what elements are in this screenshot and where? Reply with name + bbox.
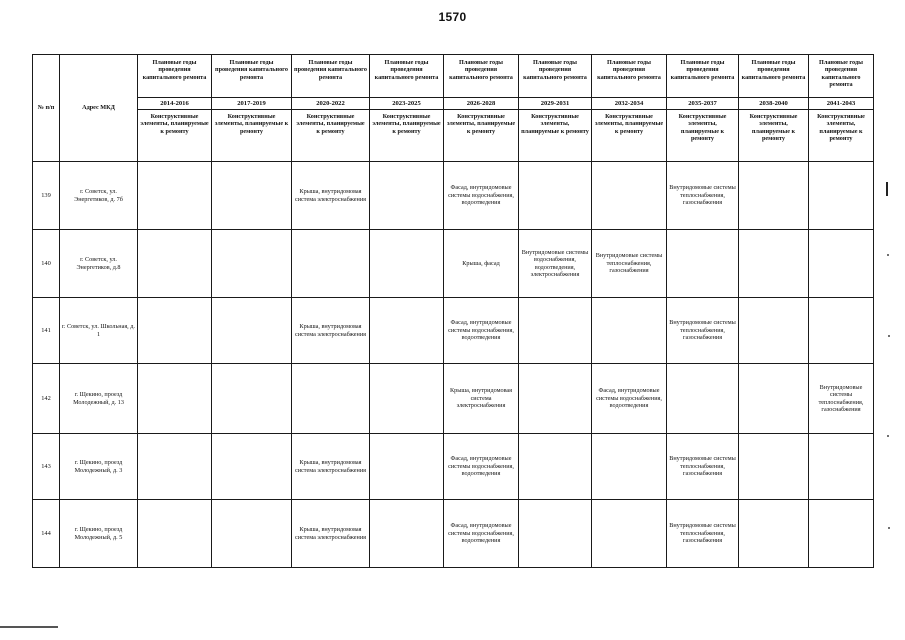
work-cell bbox=[138, 298, 212, 364]
header-elements-label: Конструктивные элементы, планируемые к ремонту bbox=[138, 110, 212, 162]
row-number: 142 bbox=[33, 364, 60, 434]
row-address: г. Щекино, проезд Молодежный, д. 13 bbox=[60, 364, 138, 434]
header-years-row bbox=[33, 98, 874, 110]
work-cell bbox=[519, 298, 592, 364]
header-period: 2017-2019 bbox=[212, 98, 292, 110]
work-cell: Крыша, внутридомовая система электроснабжения bbox=[292, 434, 370, 500]
work-cell bbox=[138, 230, 212, 298]
page-number: 1570 bbox=[438, 10, 467, 24]
work-cell: Внутридомовые системы теплоснабжения, газоснабжения bbox=[667, 298, 739, 364]
header-num: № п/п bbox=[33, 55, 60, 162]
work-cell bbox=[809, 434, 874, 500]
work-cell bbox=[519, 162, 592, 230]
header-period: 2032-2034 bbox=[592, 98, 667, 110]
header-elements-label: Конструктивные элементы, планируемые к ремонту bbox=[519, 110, 592, 162]
work-cell bbox=[212, 298, 292, 364]
table-row bbox=[33, 230, 874, 298]
work-cell: Фасад, внутридомовые системы водоснабжения, водоотведения bbox=[444, 162, 519, 230]
header-groups-row bbox=[33, 55, 874, 98]
row-number: 140 bbox=[33, 230, 60, 298]
work-cell: Фасад, внутридомовые системы водоснабжения, водоотведения bbox=[444, 434, 519, 500]
work-cell: Крыша, фасад bbox=[444, 230, 519, 298]
row-number: 141 bbox=[33, 298, 60, 364]
header-elements-label: Конструктивные элементы, планируемые к ремонту bbox=[667, 110, 739, 162]
header-period: 2014-2016 bbox=[138, 98, 212, 110]
scan-artifact bbox=[887, 435, 889, 437]
work-cell bbox=[212, 230, 292, 298]
work-cell bbox=[667, 364, 739, 434]
work-cell: Фасад, внутридомовые системы водоснабжения, водоотведения bbox=[444, 298, 519, 364]
row-number: 143 bbox=[33, 434, 60, 500]
work-cell bbox=[739, 500, 809, 568]
row-number: 144 bbox=[33, 500, 60, 568]
table-row bbox=[33, 434, 874, 500]
header-address: Адрес МКД bbox=[60, 55, 138, 162]
header-elements-label: Конструктивные элементы, планируемые к ремонту bbox=[739, 110, 809, 162]
header-group-label: Плановые годы проведения капитального ремонта bbox=[444, 55, 519, 98]
header-period: 2038-2040 bbox=[739, 98, 809, 110]
work-cell bbox=[519, 364, 592, 434]
header-elements-label: Конструктивные элементы, планируемые к ремонту bbox=[592, 110, 667, 162]
header-group-label: Плановые годы проведения капитального ремонта bbox=[592, 55, 667, 98]
table-row bbox=[33, 500, 874, 568]
work-cell: Фасад, внутридомовые системы водоснабжения, водоотведения bbox=[444, 500, 519, 568]
work-cell: Внутридомовые системы теплоснабжения, газоснабжения bbox=[592, 230, 667, 298]
work-cell bbox=[212, 162, 292, 230]
work-cell bbox=[519, 500, 592, 568]
header-group-label: Плановые годы проведения капитального ремонта bbox=[519, 55, 592, 98]
work-cell bbox=[739, 230, 809, 298]
work-cell: Внутридомовые системы теплоснабжения, газоснабжения bbox=[667, 162, 739, 230]
header-period: 2041-2043 bbox=[809, 98, 874, 110]
work-cell bbox=[138, 500, 212, 568]
header-group-label: Плановые годы проведения капитального ремонта bbox=[138, 55, 212, 98]
row-number: 139 bbox=[33, 162, 60, 230]
capital-repair-plan-table bbox=[32, 54, 874, 568]
header-group-label: Плановые годы проведения капитального ремонта bbox=[739, 55, 809, 98]
header-period: 2026-2028 bbox=[444, 98, 519, 110]
header-period: 2020-2022 bbox=[292, 98, 370, 110]
work-cell bbox=[292, 230, 370, 298]
table-row bbox=[33, 162, 874, 230]
work-cell: Фасад, внутридомовые системы водоснабжения, водоотведения bbox=[592, 364, 667, 434]
work-cell: Внутридомовые системы водоснабжения, водоотведения, электроснабжения bbox=[519, 230, 592, 298]
header-elements-label: Конструктивные элементы, планируемые к ремонту bbox=[370, 110, 444, 162]
row-address: г. Щекино, проезд Молодежный, д. 5 bbox=[60, 500, 138, 568]
work-cell bbox=[370, 162, 444, 230]
work-cell: Крыша, внутридомовая система электроснабжения bbox=[292, 298, 370, 364]
work-cell bbox=[739, 364, 809, 434]
header-group-label: Плановые годы проведения капитального ремонта bbox=[212, 55, 292, 98]
work-cell bbox=[739, 298, 809, 364]
work-cell bbox=[370, 364, 444, 434]
scan-artifact bbox=[886, 182, 888, 196]
work-cell bbox=[138, 364, 212, 434]
work-cell bbox=[138, 434, 212, 500]
header-group-label: Плановые годы проведения капитального ремонта bbox=[370, 55, 444, 98]
work-cell bbox=[370, 230, 444, 298]
work-cell bbox=[592, 500, 667, 568]
work-cell bbox=[592, 162, 667, 230]
table-row bbox=[33, 298, 874, 364]
work-cell: Крыша, внутридомовая система электроснабжения bbox=[292, 162, 370, 230]
work-cell bbox=[519, 434, 592, 500]
table-row bbox=[33, 364, 874, 434]
work-cell bbox=[809, 162, 874, 230]
table-body bbox=[33, 162, 874, 568]
work-cell bbox=[739, 434, 809, 500]
work-cell: Внутридомовые системы теплоснабжения, газоснабжения bbox=[809, 364, 874, 434]
work-cell bbox=[809, 500, 874, 568]
work-cell bbox=[370, 434, 444, 500]
work-cell bbox=[292, 364, 370, 434]
work-cell bbox=[370, 500, 444, 568]
work-cell bbox=[212, 364, 292, 434]
work-cell bbox=[370, 298, 444, 364]
header-elements-label: Конструктивные элементы, планируемые к ремонту bbox=[809, 110, 874, 162]
work-cell bbox=[212, 434, 292, 500]
work-cell bbox=[809, 230, 874, 298]
header-group-label: Плановые годы проведения капитального ремонта bbox=[667, 55, 739, 98]
work-cell: Крыша, внутридомовая система электроснабжения bbox=[444, 364, 519, 434]
work-cell bbox=[138, 162, 212, 230]
header-elements-label: Конструктивные элементы, планируемые к ремонту bbox=[292, 110, 370, 162]
scan-artifact bbox=[0, 626, 58, 628]
scan-artifact bbox=[888, 335, 890, 337]
scan-artifact bbox=[887, 254, 889, 256]
row-address: г. Щекино, проезд Молодежный, д. 3 bbox=[60, 434, 138, 500]
header-group-label: Плановые годы проведения капитального ремонта bbox=[292, 55, 370, 98]
work-cell bbox=[592, 434, 667, 500]
header-elements-label: Конструктивные элементы, планируемые к ремонту bbox=[444, 110, 519, 162]
work-cell: Внутридомовые системы теплоснабжения, газоснабжения bbox=[667, 500, 739, 568]
row-address: г. Советск, ул. Школьная, д. 1 bbox=[60, 298, 138, 364]
header-period: 2023-2025 bbox=[370, 98, 444, 110]
header-period: 2029-2031 bbox=[519, 98, 592, 110]
header-elements-label: Конструктивные элементы, планируемые к ремонту bbox=[212, 110, 292, 162]
work-cell: Внутридомовые системы теплоснабжения, газоснабжения bbox=[667, 434, 739, 500]
header-period: 2035-2037 bbox=[667, 98, 739, 110]
header-group-label: Плановые годы проведения капитального ремонта bbox=[809, 55, 874, 98]
work-cell bbox=[592, 298, 667, 364]
work-cell: Крыша, внутридомовая система электроснабжения bbox=[292, 500, 370, 568]
scan-artifact bbox=[888, 527, 890, 529]
work-cell bbox=[809, 298, 874, 364]
row-address: г. Советск, ул. Энергетиков, д. 7б bbox=[60, 162, 138, 230]
work-cell bbox=[739, 162, 809, 230]
work-cell bbox=[212, 500, 292, 568]
header-elements-row bbox=[33, 110, 874, 162]
work-cell bbox=[667, 230, 739, 298]
row-address: г. Советск, ул. Энергетиков, д.8 bbox=[60, 230, 138, 298]
